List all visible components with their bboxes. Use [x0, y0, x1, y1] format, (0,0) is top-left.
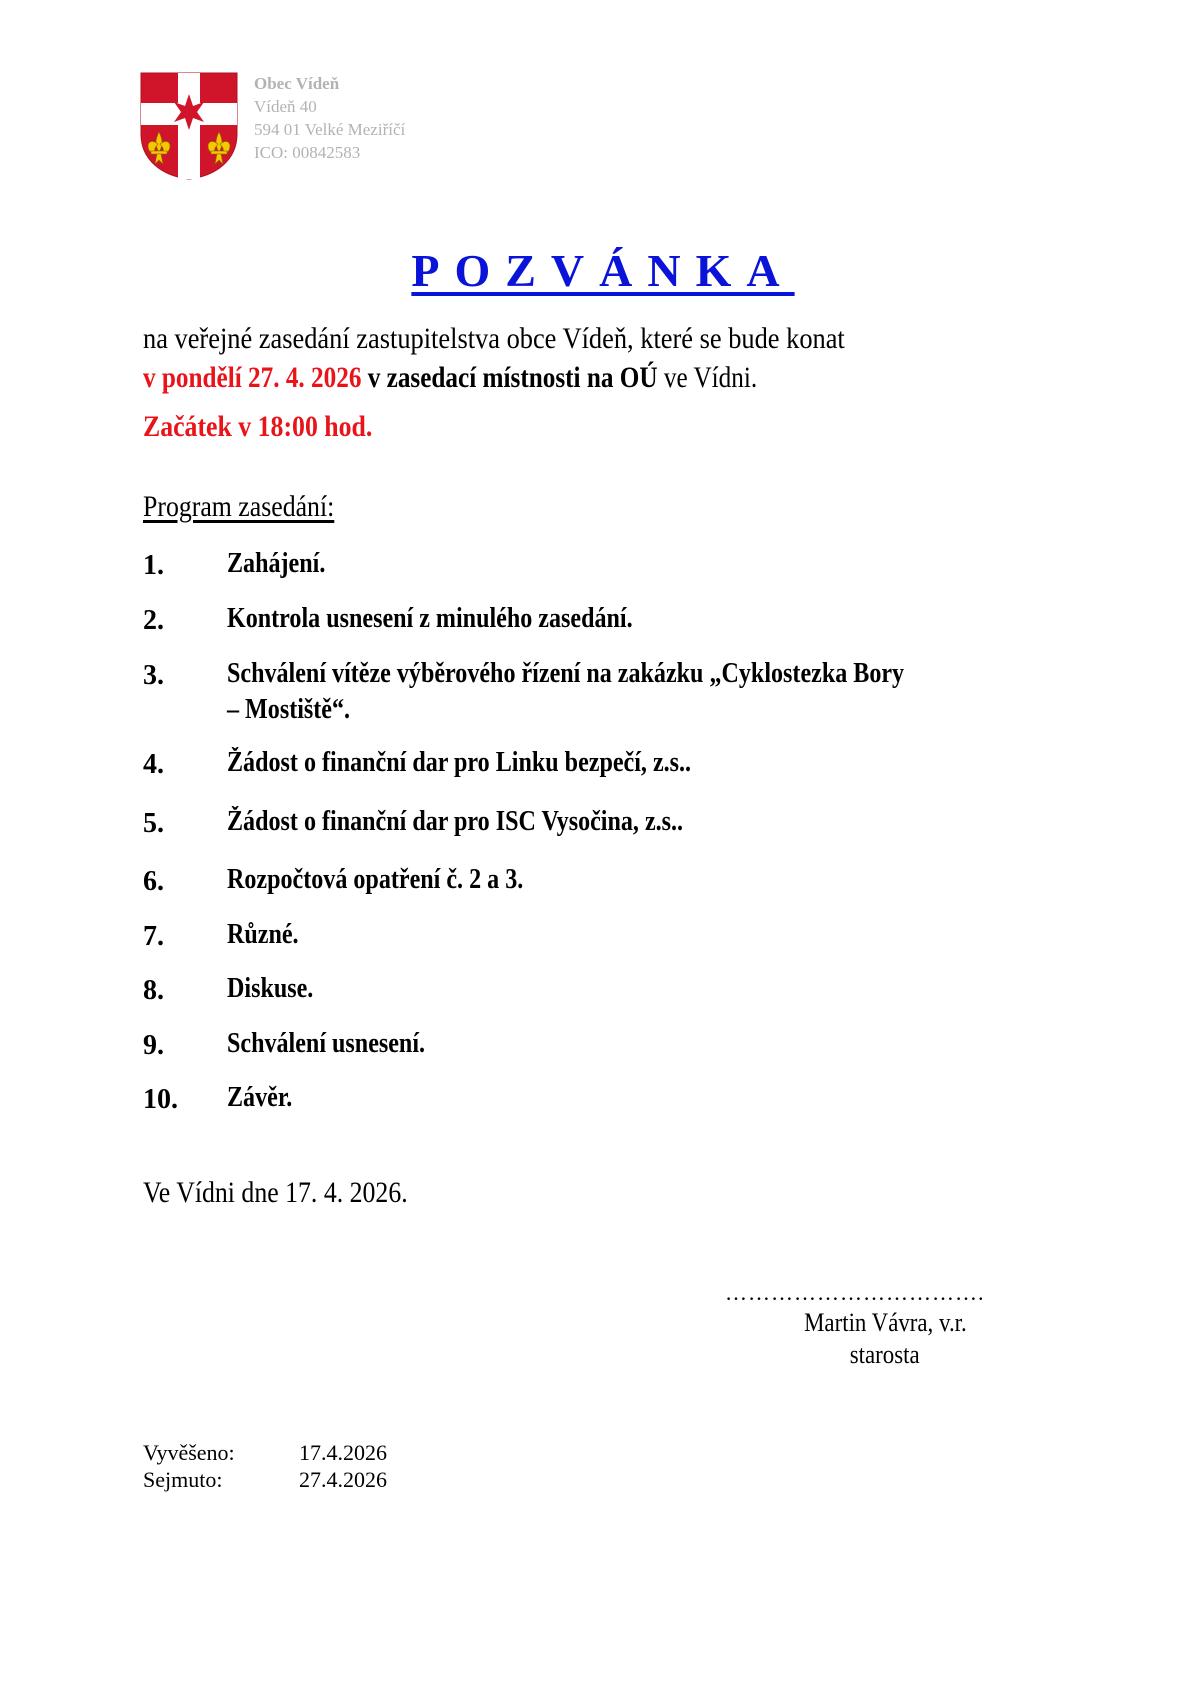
signatory-role: starosta: [850, 1340, 920, 1369]
start-time: Začátek v 18:00 hod.: [143, 410, 373, 443]
letterhead: [254, 72, 405, 164]
intro-line-1: na veřejné zasedání zastupitelstva obce Vídeň, které se bude konat: [143, 322, 845, 355]
org-name: Obec Vídeň: [254, 74, 340, 93]
address-line-2: 594 01 Velké Meziříčí: [254, 120, 406, 139]
removed-label: Sejmuto:: [143, 1467, 223, 1492]
posted-date: 17.4.2026: [299, 1440, 387, 1465]
address-line-1: Vídeň 40: [254, 97, 317, 116]
document-title: [0, 244, 1191, 297]
coat-of-arms-icon: [140, 72, 238, 180]
posted-label: Vyvěšeno:: [143, 1440, 235, 1465]
intro-line-2: [143, 361, 874, 395]
place-date: Ve Vídni dne 17. 4. 2026.: [143, 1176, 408, 1209]
signature-line: …………………………….: [725, 1280, 985, 1305]
title-text: POZVÁNKA: [411, 245, 795, 296]
meeting-place-rest: ve Vídni.: [657, 361, 758, 394]
ico: ICO: 00842583: [254, 143, 361, 162]
removed-date: 27.4.2026: [299, 1467, 387, 1492]
signatory-name: Martin Vávra, v.r.: [803, 1308, 967, 1337]
meeting-date: v pondělí 27. 4. 2026: [143, 361, 362, 394]
meeting-place: v zasedací místnosti na OÚ: [361, 361, 658, 394]
program-heading: Program zasedání:: [143, 490, 335, 523]
